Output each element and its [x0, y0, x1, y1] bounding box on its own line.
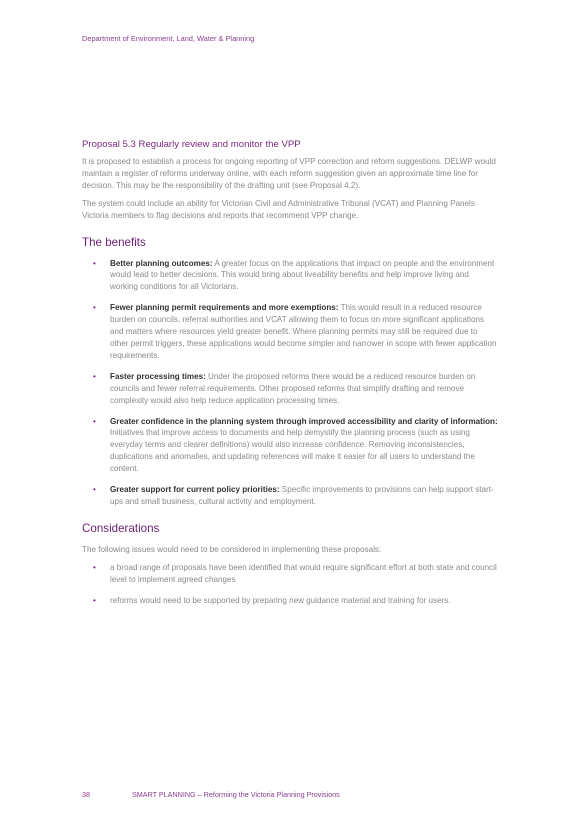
consideration-item: [82, 562, 498, 586]
benefit-lead: Faster processing times:: [110, 371, 206, 381]
benefit-text: This would result in a reduced resource burden on councils, referral authorities and VCAT allowing them to focus on more significant applications and matters where resources yield greater benefit. Where planning permits may still be required due to other permit triggers, these applications would become simpler and narrower in scope with fewer application requirements.: [110, 303, 497, 360]
considerations-list: [82, 562, 498, 607]
benefit-text: A greater focus on the applications that impact on people and the environment would lead to better decisions. This would bring about liveability benefits and help improve living and working conditions for all Victorians.: [110, 258, 495, 292]
benefit-text: Under the proposed reforms there would be a reduced resource burden on councils and fewer referral requirements. Other proposed reforms that simplify drafting and remove complexity would also help reduce application processing times.: [110, 371, 476, 405]
consideration-text: a broad range of proposals have been identified that would require significant effort at both state and council level to implement agreed changes: [110, 562, 497, 584]
page-number: 38: [82, 790, 90, 799]
bullet-icon: •: [93, 416, 96, 426]
benefit-lead: Greater support for current policy priorities:: [110, 485, 280, 495]
benefit-item: [82, 258, 498, 294]
consideration-text: reforms would need to be supported by preparing new guidance material and training for users.: [110, 595, 451, 605]
bullet-icon: •: [93, 562, 96, 572]
bullet-icon: •: [93, 371, 96, 381]
footer-title: SMART PLANNING – Reforming the Victoria Planning Provisions: [132, 790, 340, 799]
considerations-heading: Considerations: [82, 521, 160, 535]
proposal-paragraph: It is proposed to establish a process for ongoing reporting of VPP correction and reform suggestions. DELWP would maintain a register of reforms underway online, with each reform suggestion given an approximate time line for decision. This may be the responsibility of the drafting unit (see Proposal 4.2).: [82, 157, 496, 190]
benefit-item: [82, 416, 498, 476]
benefit-text: Initiatives that improve access to documents and help demystify the planning process (such as using everyday terms and clearer definitions) would also increase confidence. Removing inconsistencies, duplications and anomalies, and updating references will make it easier for all users to understand the content.: [110, 428, 475, 474]
page-content: [82, 139, 498, 615]
document-header: Department of Environment, Land, Water & Planning: [82, 34, 255, 43]
considerations-intro: The following issues would need to be considered in implementing these proposals:: [82, 544, 382, 554]
consideration-item: [82, 595, 498, 607]
bullet-icon: •: [93, 303, 96, 313]
benefit-lead: Greater confidence in the planning system through improved accessibility and clarity of information:: [110, 416, 498, 426]
benefits-heading: The benefits: [82, 235, 146, 249]
bullet-icon: •: [93, 485, 96, 495]
benefit-lead: Fewer planning permit requirements and more exemptions:: [110, 303, 339, 313]
benefits-list: [82, 258, 498, 508]
benefit-text: Specific improvements to provisions can help support start-ups and small business, cultural activity and employment.: [110, 485, 494, 506]
proposal-title: Proposal 5.3 Regularly review and monitor the VPP: [82, 139, 301, 150]
proposal-paragraph: The system could include an ability for Victorian Civil and Administrative Tribunal (VCAT) and Planning Panels Victoria members to flag decisions and reports that recommend VPP change.: [82, 198, 475, 220]
benefit-item: [82, 302, 498, 362]
benefit-item: [82, 371, 498, 407]
bullet-icon: •: [93, 595, 96, 605]
bullet-icon: •: [93, 258, 96, 268]
benefit-lead: Better planning outcomes:: [110, 258, 213, 268]
benefit-item: [82, 484, 498, 508]
